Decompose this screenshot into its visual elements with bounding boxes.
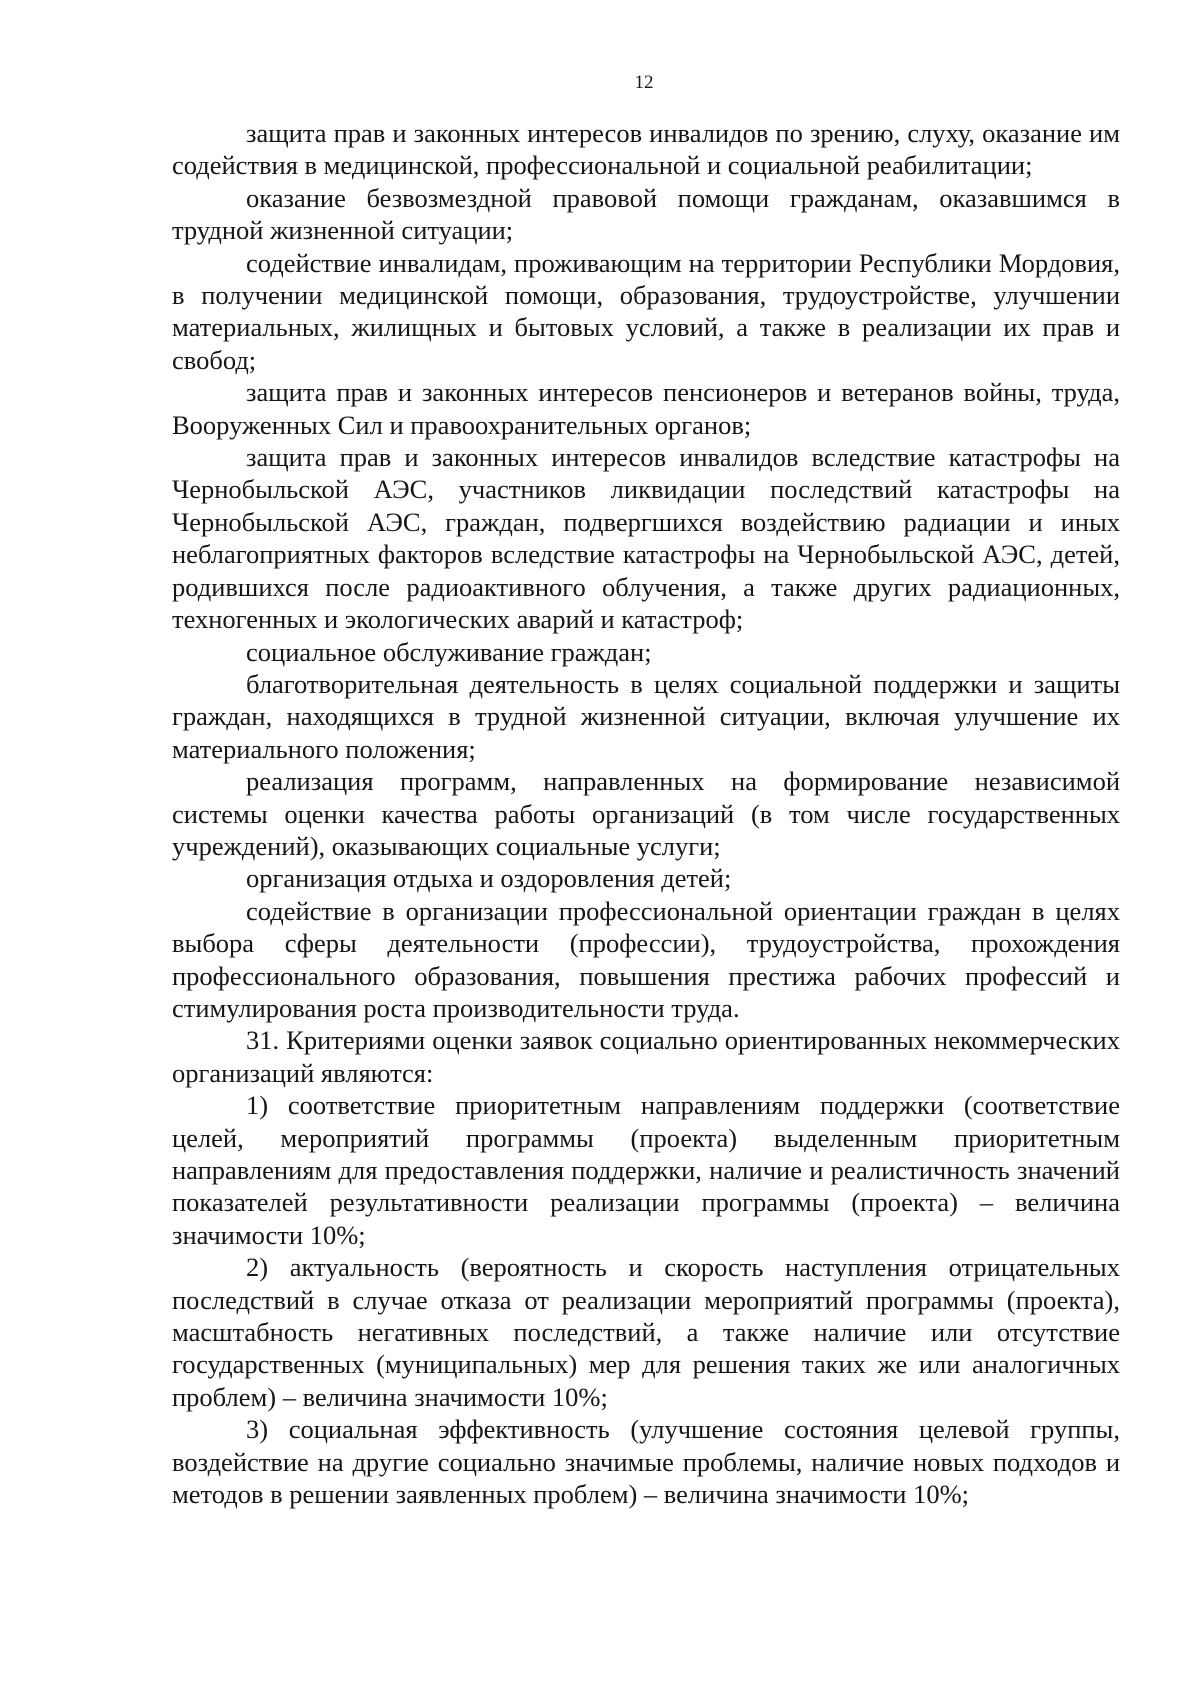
paragraph-charity: благотворительная деятельность в целях социальной поддержки и защиты граждан, находящихся в трудной жизненной ситуации, включая улучшение их материального положения; <box>172 668 1120 764</box>
paragraph-chernobyl-victims-rights: защита прав и законных интересов инвалидов вследствие катастрофы на Чернобыльской АЭС, участников ликвидации последствий катастрофы на Чернобыльской АЭС, граждан, подвергшихся воздействию радиации и иных неблагоприятных факторов вследствие катастрофы на Чернобыльской АЭС, детей, родившихся после радиоактивного облучения, а также других радиационных, техногенных и экологических аварий и катастроф; <box>172 442 1120 635</box>
paragraph-disabled-assistance: содействие инвалидам, проживающим на территории Республики Мордовия, в получении медицинской помощи, образования, трудоустройстве, улучшении материальных, жилищных и бытовых условий, а также в реализации их прав и свобод; <box>172 247 1120 375</box>
paragraph-criterion-3: 3) социальная эффективность (улучшение состояния целевой группы, воздействие на другие социально значимые проблемы, наличие новых подходов и методов в решении заявленных проблем) – величина значимости 10%; <box>172 1414 1120 1510</box>
paragraph-pensioners-veterans-rights: защита прав и законных интересов пенсионеров и ветеранов войны, труда, Вооруженных Сил и правоохранительных органов; <box>172 377 1120 440</box>
paragraph-children-recreation: организация отдыха и оздоровления детей; <box>246 863 732 894</box>
paragraph-criterion-2: 2) актуальность (вероятность и скорость наступления отрицательных последствий в случае отказа от реализации мероприятий программы (проекта), масштабность негативных последствий, а также наличие или отсутствие государственных (муниципальных) мер для решения таких же или аналогичных проблем) – величина значимости 10%; <box>172 1252 1120 1412</box>
page-number: 12 <box>634 72 654 93</box>
paragraph-quality-assessment-programs: реализация программ, направленных на формирование независимой системы оценки качества работы организаций (в том числе государственных учреждений), оказывающих социальные услуги; <box>172 766 1120 861</box>
paragraph-criterion-1: 1) соответствие приоритетным направлениям поддержки (соответствие целей, мероприятий программы (проекта) выделенным приоритетным направлениям для предоставления поддержки, наличие и реалистичность значений показателей результативности реализации программы (проекта) – величина значимости 10%; <box>172 1090 1120 1250</box>
paragraph-free-legal-aid: оказание безвозмездной правовой помощи гражданам, оказавшимся в трудной жизненной ситуации; <box>172 182 1120 246</box>
paragraph-social-services: социальное обслуживание граждан; <box>246 636 652 667</box>
paragraph-career-guidance: содействие в организации профессиональной ориентации граждан в целях выбора сферы деятельности (профессии), трудоустройства, прохождения профессионального образования, повышения престижа рабочих профессий и стимулирования роста производительности труда. <box>172 895 1120 1023</box>
document-body <box>172 117 1120 1510</box>
paragraph-item-31-criteria: 31. Критериями оценки заявок социально ориентированных некоммерческих организаций являются: <box>172 1025 1120 1088</box>
paragraph-visually-hearing-impaired-rights: защита прав и законных интересов инвалидов по зрению, слуху, оказание им содействия в медицинской, профессиональной и социальной реабилитации; <box>172 118 1120 181</box>
